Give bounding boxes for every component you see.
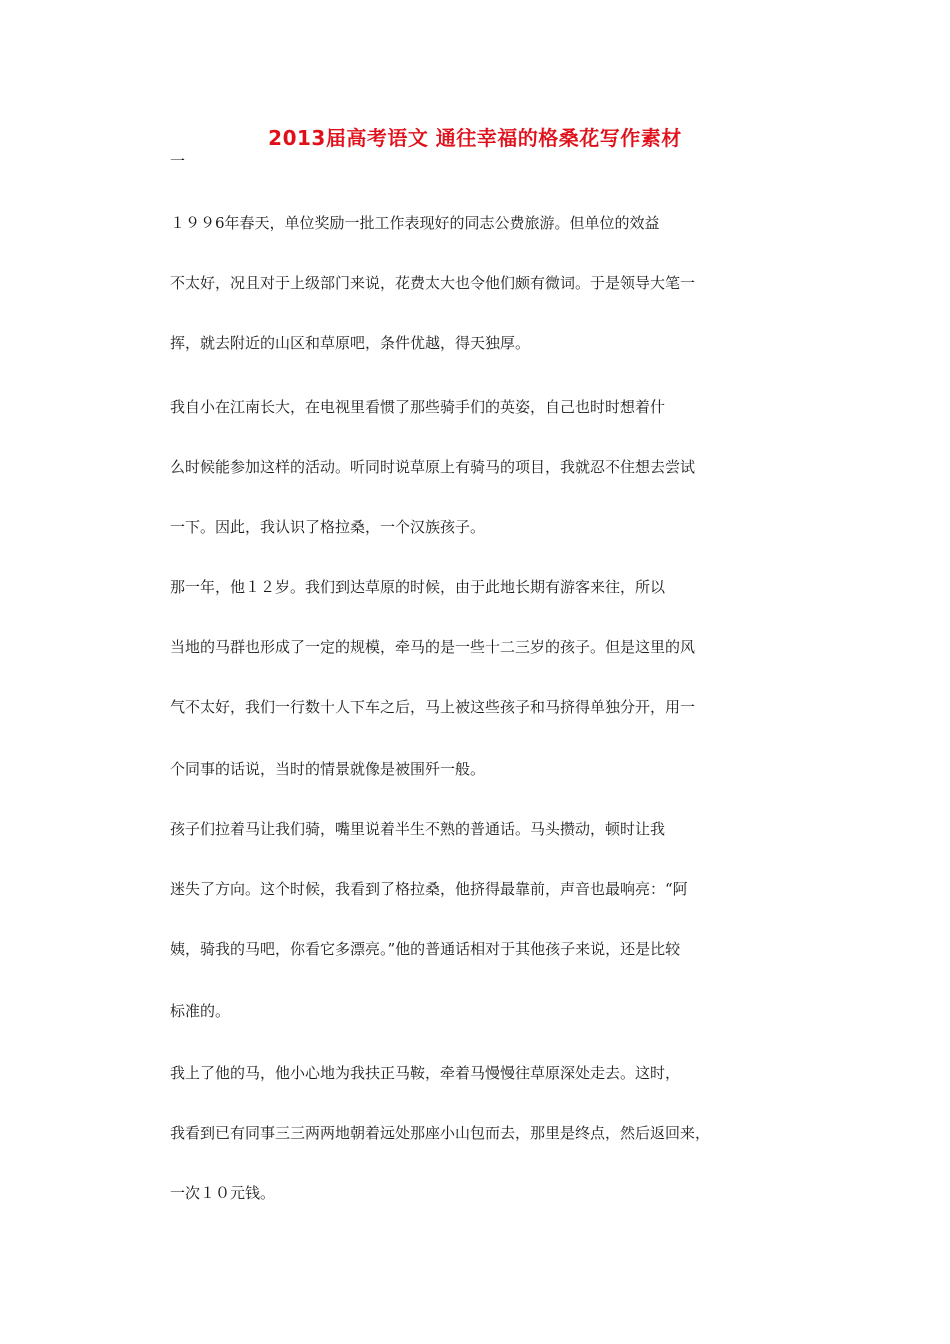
text-line: 我上了他的马，他小心地为我扶正马鞍，牵着马慢慢往草原深处走去。这时， <box>170 1064 681 1082</box>
section-number: 一 <box>170 152 186 170</box>
text-line: 标准的。 <box>170 1002 231 1020</box>
text-line: 挥，就去附近的山区和草原吧，条件优越，得天独厚。 <box>170 334 531 352</box>
text-line: 么时候能参加这样的活动。听同时说草原上有骑马的项目，我就忍不住想去尝试 <box>170 458 696 476</box>
text-line: 当地的马群也形成了一定的规模，牵马的是一些十二三岁的孩子。但是这里的风 <box>170 638 696 656</box>
text-line: 迷失了方向。这个时候，我看到了格拉桑，他挤得最靠前，声音也最响亮：“阿 <box>170 880 688 898</box>
text-line: 我看到已有同事三三两两地朝着远处那座小山包而去，那里是终点，然后返回来， <box>170 1124 711 1142</box>
text-line: 姨，骑我的马吧，你看它多漂亮。”他的普通话相对于其他孩子来说，还是比较 <box>170 940 681 958</box>
text-line: 我自小在江南长大，在电视里看惯了那些骑手们的英姿，自己也时时想着什 <box>170 398 666 416</box>
text-line: 一次１０元钱。 <box>170 1184 276 1202</box>
document-title: 2013届高考语文 通往幸福的格桑花写作素材 <box>268 126 682 150</box>
text-line: 气不太好，我们一行数十人下车之后，马上被这些孩子和马挤得单独分开，用一 <box>170 698 696 716</box>
text-line: 个同事的话说，当时的情景就像是被围歼一般。 <box>170 760 486 778</box>
text-line: 孩子们拉着马让我们骑，嘴里说着半生不熟的普通话。马头攒动，顿时让我 <box>170 820 666 838</box>
text-line: 不太好，况且对于上级部门来说，花费太大也令他们颇有微词。于是领导大笔一 <box>170 274 696 292</box>
text-line: １９９6年春天，单位奖励一批工作表现好的同志公费旅游。但单位的效益 <box>170 214 660 232</box>
text-line: 那一年，他１２岁。我们到达草原的时候，由于此地长期有游客来往，所以 <box>170 578 666 596</box>
text-line: 一下。因此，我认识了格拉桑，一个汉族孩子。 <box>170 518 486 536</box>
